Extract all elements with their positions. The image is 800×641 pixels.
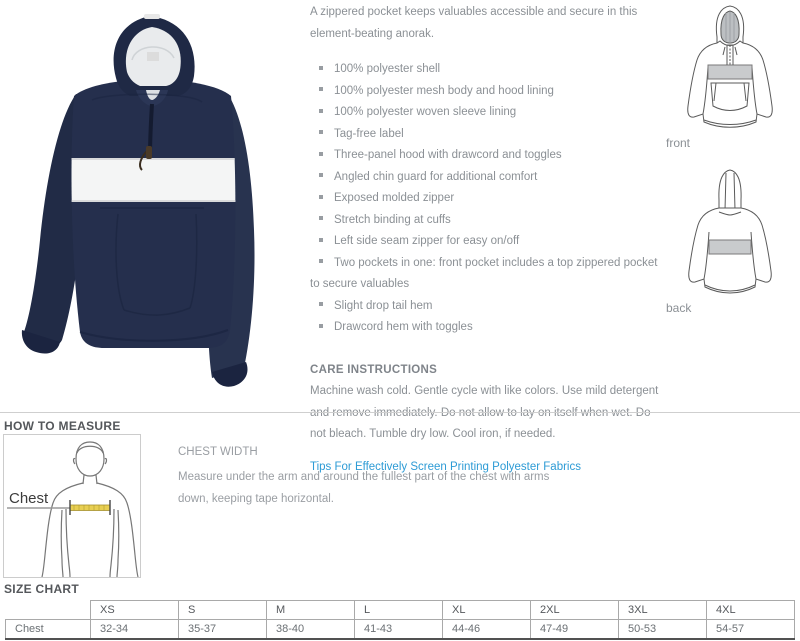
chest-width-text: Measure under the arm and around the fullest part of the chest with arms down, keeping tape horizontal. bbox=[178, 471, 550, 505]
size-chart-value-cell: 35-37 bbox=[179, 620, 267, 639]
feature-item: Two pockets in one: front pocket includes a top zippered pocket to secure valuables bbox=[310, 253, 660, 296]
size-chart-corner-cell bbox=[6, 601, 91, 620]
care-instructions-heading: CARE INSTRUCTIONS bbox=[310, 363, 438, 376]
feature-item: 100% polyester woven sleeve lining bbox=[310, 102, 660, 124]
size-chart-value-cell: 41-43 bbox=[355, 620, 443, 639]
feature-item: Angled chin guard for additional comfort bbox=[310, 167, 660, 189]
chest-width-block bbox=[178, 441, 550, 510]
size-row-label: Chest bbox=[6, 620, 91, 639]
size-column-header: 2XL bbox=[531, 601, 619, 620]
back-view-drawing bbox=[680, 168, 780, 300]
size-column-header: XL bbox=[443, 601, 531, 620]
size-chart-chest-row bbox=[6, 620, 795, 639]
size-chart-heading: SIZE CHART bbox=[4, 582, 79, 596]
how-to-measure-heading: HOW TO MEASURE bbox=[4, 419, 121, 433]
size-header-row bbox=[6, 601, 795, 620]
front-view-label: front bbox=[666, 136, 691, 150]
feature-item: Tag-free label bbox=[310, 124, 660, 146]
size-chart-value-cell: 44-46 bbox=[443, 620, 531, 639]
feature-item: Slight drop tail hem bbox=[310, 296, 660, 318]
size-column-header: 4XL bbox=[707, 601, 795, 620]
feature-item: Three-panel hood with drawcord and toggles bbox=[310, 145, 660, 167]
chest-diagram-label: Chest bbox=[9, 490, 49, 507]
size-chart-table bbox=[5, 600, 795, 640]
size-chart-value-cell: 32-34 bbox=[91, 620, 179, 639]
feature-item: Drawcord hem with toggles bbox=[310, 317, 660, 339]
size-chart-value-cell: 54-57 bbox=[707, 620, 795, 639]
product-description bbox=[310, 2, 660, 478]
back-view-label: back bbox=[666, 301, 692, 315]
garment-views bbox=[660, 0, 800, 330]
feature-item: 100% polyester mesh body and hood lining bbox=[310, 81, 660, 103]
size-chart-value-cell: 38-40 bbox=[267, 620, 355, 639]
care-instructions-text: Machine wash cold. Gentle cycle with like colors. Use mild detergent and remove immediately. Do not allow to lay on itself when wet. Do not bleach. Tumble dry low. Cool iron, if needed. bbox=[310, 385, 659, 440]
feature-item: Left side seam zipper for easy on/off bbox=[310, 231, 660, 253]
measure-diagram bbox=[3, 434, 141, 578]
feature-item: Exposed molded zipper bbox=[310, 188, 660, 210]
size-chart-value-cell: 47-49 bbox=[531, 620, 619, 639]
size-chart-value-cell: 50-53 bbox=[619, 620, 707, 639]
anorak-photo-illustration bbox=[0, 0, 300, 400]
feature-item: Stretch binding at cuffs bbox=[310, 210, 660, 232]
section-divider bbox=[0, 412, 800, 413]
measure-figure-illustration bbox=[4, 435, 140, 577]
size-column-header: 3XL bbox=[619, 601, 707, 620]
product-intro: A zippered pocket keeps valuables accessible and secure in this element-beating anorak. bbox=[310, 6, 638, 40]
front-view-drawing bbox=[680, 3, 780, 135]
size-column-header: L bbox=[355, 601, 443, 620]
product-photo bbox=[0, 0, 300, 400]
size-column-header: S bbox=[179, 601, 267, 620]
screen-printing-tips-link[interactable]: Tips For Effectively Screen Printing Polyester Fabrics bbox=[310, 460, 581, 473]
size-chart-header bbox=[6, 601, 795, 620]
size-column-header: XS bbox=[91, 601, 179, 620]
size-column-header: M bbox=[267, 601, 355, 620]
feature-list bbox=[310, 59, 660, 339]
chest-width-title: CHEST WIDTH bbox=[178, 446, 258, 458]
feature-item: 100% polyester shell bbox=[310, 59, 660, 81]
